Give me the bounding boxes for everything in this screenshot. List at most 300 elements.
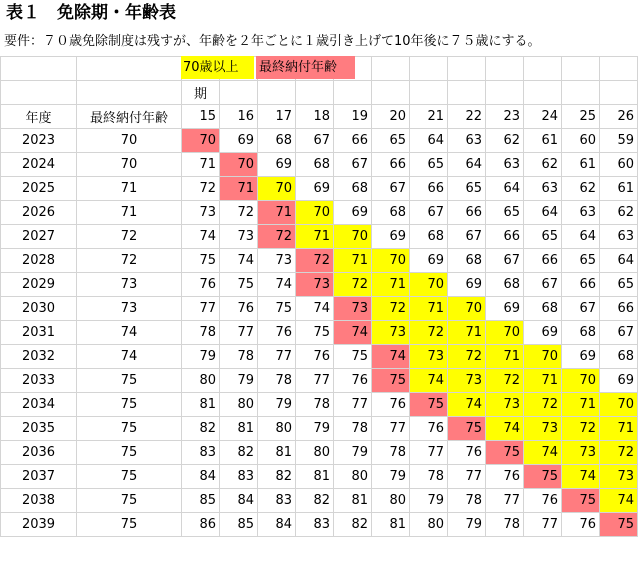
age-cell: 80: [296, 441, 334, 465]
age-70-plus-cell: 72: [448, 345, 486, 369]
age-cell: 61: [600, 177, 638, 201]
table-row: [1, 249, 638, 273]
age-cell: 82: [334, 513, 372, 537]
requirement-note: 要件：７０歳免除制度は残すが、年齢を２年ごとに１歳引き上げて10年後に７５歳にする。: [4, 34, 541, 49]
final-age-highlight-cell: 75: [410, 393, 448, 417]
age-cell: 64: [562, 225, 600, 249]
empty-cell: [410, 81, 448, 105]
age-70-plus-cell: 70: [486, 321, 524, 345]
empty-cell: [220, 81, 258, 105]
age-cell: 67: [410, 201, 448, 225]
age-cell: 80: [182, 369, 220, 393]
year-cell: 2030: [1, 297, 77, 321]
year-cell: 2027: [1, 225, 77, 249]
age-cell: 76: [296, 345, 334, 369]
age-70-plus-cell: 71: [486, 345, 524, 369]
age-cell: 69: [258, 153, 296, 177]
age-cell: 84: [182, 465, 220, 489]
empty-cell: [77, 57, 182, 81]
age-cell: 65: [486, 201, 524, 225]
age-cell: 68: [410, 225, 448, 249]
age-70-plus-cell: 73: [410, 345, 448, 369]
year-cell: 2033: [1, 369, 77, 393]
final-age-cell: 74: [77, 321, 182, 345]
age-70-plus-cell: 72: [486, 369, 524, 393]
final-age-highlight-cell: 75: [600, 513, 638, 537]
age-cell: 63: [562, 201, 600, 225]
empty-cell: [524, 81, 562, 105]
age-70-plus-cell: 74: [600, 489, 638, 513]
age-cell: 76: [372, 393, 410, 417]
age-cell: 66: [410, 177, 448, 201]
age-cell: 68: [486, 273, 524, 297]
final-age-highlight-cell: 73: [296, 273, 334, 297]
age-cell: 68: [296, 153, 334, 177]
empty-cell: [1, 57, 77, 81]
final-age-cell: 72: [77, 249, 182, 273]
period-header: 17: [258, 105, 296, 129]
age-cell: 61: [524, 129, 562, 153]
year-cell: 2038: [1, 489, 77, 513]
empty-cell: [448, 81, 486, 105]
empty-cell: [562, 81, 600, 105]
header-row: [1, 105, 638, 129]
final-age-cell: 74: [77, 345, 182, 369]
age-cell: 76: [562, 513, 600, 537]
age-70-plus-cell: 72: [562, 417, 600, 441]
age-cell: 82: [296, 489, 334, 513]
final-age-cell: 75: [77, 369, 182, 393]
age-cell: 85: [182, 489, 220, 513]
final-age-cell: 71: [77, 201, 182, 225]
age-cell: 76: [410, 417, 448, 441]
age-70-plus-cell: 73: [600, 465, 638, 489]
age-cell: 67: [562, 297, 600, 321]
age-cell: 66: [524, 249, 562, 273]
age-cell: 61: [562, 153, 600, 177]
age-cell: 72: [220, 201, 258, 225]
age-cell: 77: [410, 441, 448, 465]
age-cell: 77: [182, 297, 220, 321]
age-cell: 75: [296, 321, 334, 345]
age-70-plus-cell: 72: [410, 321, 448, 345]
period-header: 23: [486, 105, 524, 129]
age-cell: 63: [448, 129, 486, 153]
age-cell: 65: [448, 177, 486, 201]
final-age-highlight-cell: 70: [182, 129, 220, 153]
age-cell: 63: [486, 153, 524, 177]
page-title: 表１ 免除期・年齢表: [6, 3, 176, 23]
age-cell: 66: [372, 153, 410, 177]
age-cell: 79: [258, 393, 296, 417]
age-cell: 78: [334, 417, 372, 441]
age-cell: 84: [258, 513, 296, 537]
age-cell: 76: [334, 369, 372, 393]
age-70-plus-cell: 70: [524, 345, 562, 369]
age-cell: 81: [372, 513, 410, 537]
period-label: 期: [182, 81, 220, 105]
year-cell: 2024: [1, 153, 77, 177]
age-cell: 83: [182, 441, 220, 465]
table-row: [1, 129, 638, 153]
empty-cell: [334, 81, 372, 105]
period-header: 25: [562, 105, 600, 129]
age-cell: 62: [600, 201, 638, 225]
legend-final-age: 最終納付年齢: [256, 56, 355, 79]
age-cell: 69: [486, 297, 524, 321]
table-row: [1, 273, 638, 297]
age-cell: 59: [600, 129, 638, 153]
age-cell: 81: [220, 417, 258, 441]
age-cell: 77: [334, 393, 372, 417]
age-cell: 79: [448, 513, 486, 537]
year-cell: 2031: [1, 321, 77, 345]
age-cell: 72: [182, 177, 220, 201]
year-cell: 2029: [1, 273, 77, 297]
final-age-highlight-cell: 72: [258, 225, 296, 249]
final-age-cell: 73: [77, 297, 182, 321]
final-age-cell: 73: [77, 273, 182, 297]
year-cell: 2039: [1, 513, 77, 537]
age-cell: 68: [372, 201, 410, 225]
age-cell: 77: [220, 321, 258, 345]
age-cell: 79: [296, 417, 334, 441]
age-cell: 69: [334, 201, 372, 225]
age-70-plus-cell: 74: [486, 417, 524, 441]
final-age-cell: 75: [77, 465, 182, 489]
age-70-plus-cell: 70: [448, 297, 486, 321]
final-age-highlight-cell: 70: [220, 153, 258, 177]
age-cell: 67: [524, 273, 562, 297]
table-row: [1, 489, 638, 513]
period-header: 26: [600, 105, 638, 129]
table-row: [1, 297, 638, 321]
age-cell: 76: [486, 465, 524, 489]
age-cell: 67: [296, 129, 334, 153]
age-70-plus-cell: 72: [372, 297, 410, 321]
empty-cell: [600, 81, 638, 105]
age-cell: 83: [258, 489, 296, 513]
age-cell: 75: [220, 273, 258, 297]
age-cell: 64: [448, 153, 486, 177]
age-70-plus-cell: 74: [524, 441, 562, 465]
legend-70-plus: 70歳以上: [181, 56, 254, 79]
age-cell: 69: [448, 273, 486, 297]
age-table: [0, 56, 638, 537]
age-cell: 62: [524, 153, 562, 177]
period-header: 20: [372, 105, 410, 129]
age-cell: 65: [600, 273, 638, 297]
age-cell: 79: [334, 441, 372, 465]
final-age-cell: 70: [77, 153, 182, 177]
age-cell: 67: [334, 153, 372, 177]
age-70-plus-cell: 70: [410, 273, 448, 297]
age-cell: 77: [258, 345, 296, 369]
age-cell: 75: [258, 297, 296, 321]
age-cell: 60: [562, 129, 600, 153]
age-cell: 80: [220, 393, 258, 417]
age-cell: 79: [410, 489, 448, 513]
age-cell: 82: [182, 417, 220, 441]
final-age-cell: 75: [77, 393, 182, 417]
final-age-highlight-cell: 75: [486, 441, 524, 465]
period-header: 24: [524, 105, 562, 129]
age-70-plus-cell: 71: [372, 273, 410, 297]
age-cell: 75: [182, 249, 220, 273]
table-row: [1, 465, 638, 489]
year-cell: 2023: [1, 129, 77, 153]
age-70-plus-cell: 73: [448, 369, 486, 393]
year-header: 年度: [1, 105, 77, 129]
age-cell: 80: [334, 465, 372, 489]
empty-cell: [372, 57, 410, 81]
age-cell: 69: [562, 345, 600, 369]
age-cell: 81: [182, 393, 220, 417]
age-70-plus-cell: 74: [410, 369, 448, 393]
age-cell: 80: [410, 513, 448, 537]
period-header: 19: [334, 105, 372, 129]
age-cell: 75: [334, 345, 372, 369]
age-cell: 69: [524, 321, 562, 345]
age-cell: 78: [220, 345, 258, 369]
age-70-plus-cell: 73: [524, 417, 562, 441]
age-cell: 68: [600, 345, 638, 369]
table-row: [1, 513, 638, 537]
age-cell: 74: [296, 297, 334, 321]
age-cell: 73: [258, 249, 296, 273]
age-cell: 68: [258, 129, 296, 153]
age-70-plus-cell: 71: [334, 249, 372, 273]
final-age-highlight-cell: 75: [448, 417, 486, 441]
year-cell: 2026: [1, 201, 77, 225]
age-cell: 65: [562, 249, 600, 273]
year-cell: 2034: [1, 393, 77, 417]
age-cell: 69: [410, 249, 448, 273]
age-cell: 66: [486, 225, 524, 249]
age-cell: 69: [600, 369, 638, 393]
age-cell: 78: [182, 321, 220, 345]
age-cell: 74: [258, 273, 296, 297]
age-cell: 77: [486, 489, 524, 513]
age-cell: 77: [296, 369, 334, 393]
age-cell: 69: [296, 177, 334, 201]
age-cell: 78: [448, 489, 486, 513]
empty-cell: [1, 81, 77, 105]
age-cell: 84: [220, 489, 258, 513]
age-cell: 85: [220, 513, 258, 537]
age-cell: 81: [258, 441, 296, 465]
year-cell: 2025: [1, 177, 77, 201]
table-row: [1, 177, 638, 201]
table-row: [1, 201, 638, 225]
final-age-cell: 70: [77, 129, 182, 153]
final-age-highlight-cell: 71: [258, 201, 296, 225]
age-cell: 63: [524, 177, 562, 201]
age-70-plus-cell: 71: [296, 225, 334, 249]
age-cell: 81: [296, 465, 334, 489]
table-row: [1, 369, 638, 393]
age-cell: 63: [600, 225, 638, 249]
age-cell: 64: [600, 249, 638, 273]
table-row: [1, 417, 638, 441]
age-cell: 68: [334, 177, 372, 201]
final-age-cell: 72: [77, 225, 182, 249]
empty-cell: [600, 57, 638, 81]
year-cell: 2036: [1, 441, 77, 465]
period-header: 16: [220, 105, 258, 129]
final-age-highlight-cell: 72: [296, 249, 334, 273]
final-age-highlight-cell: 71: [220, 177, 258, 201]
age-cell: 68: [524, 297, 562, 321]
age-cell: 83: [220, 465, 258, 489]
age-cell: 86: [182, 513, 220, 537]
empty-cell: [486, 57, 524, 81]
empty-cell: [448, 57, 486, 81]
age-cell: 67: [600, 321, 638, 345]
age-cell: 64: [524, 201, 562, 225]
age-cell: 82: [258, 465, 296, 489]
age-70-plus-cell: 74: [562, 465, 600, 489]
year-cell: 2028: [1, 249, 77, 273]
age-cell: 80: [372, 489, 410, 513]
empty-cell: [524, 57, 562, 81]
empty-cell: [372, 81, 410, 105]
age-70-plus-cell: 74: [448, 393, 486, 417]
age-cell: 62: [562, 177, 600, 201]
age-cell: 71: [182, 153, 220, 177]
age-cell: 65: [410, 153, 448, 177]
age-cell: 78: [486, 513, 524, 537]
period-header: 21: [410, 105, 448, 129]
age-cell: 82: [220, 441, 258, 465]
age-70-plus-cell: 73: [372, 321, 410, 345]
year-cell: 2037: [1, 465, 77, 489]
age-70-plus-cell: 70: [562, 369, 600, 393]
age-cell: 80: [258, 417, 296, 441]
age-cell: 76: [258, 321, 296, 345]
age-cell: 81: [334, 489, 372, 513]
age-cell: 66: [600, 297, 638, 321]
age-cell: 76: [448, 441, 486, 465]
age-cell: 64: [486, 177, 524, 201]
table-row: [1, 345, 638, 369]
year-cell: 2032: [1, 345, 77, 369]
final-age-highlight-cell: 75: [372, 369, 410, 393]
final-age-highlight-cell: 74: [334, 321, 372, 345]
age-cell: 77: [448, 465, 486, 489]
age-cell: 60: [600, 153, 638, 177]
period-header: 18: [296, 105, 334, 129]
table-row: [1, 225, 638, 249]
empty-cell: [562, 57, 600, 81]
age-cell: 79: [220, 369, 258, 393]
empty-cell: [486, 81, 524, 105]
age-cell: 76: [182, 273, 220, 297]
age-cell: 67: [486, 249, 524, 273]
age-70-plus-cell: 71: [600, 417, 638, 441]
age-70-plus-cell: 72: [600, 441, 638, 465]
age-70-plus-cell: 70: [600, 393, 638, 417]
age-cell: 74: [182, 225, 220, 249]
age-cell: 77: [372, 417, 410, 441]
age-cell: 69: [372, 225, 410, 249]
age-cell: 66: [562, 273, 600, 297]
final-age-highlight-cell: 73: [334, 297, 372, 321]
age-70-plus-cell: 71: [410, 297, 448, 321]
age-cell: 73: [220, 225, 258, 249]
age-70-plus-cell: 71: [448, 321, 486, 345]
age-70-plus-cell: 70: [296, 201, 334, 225]
final-age-header: 最終納付年齢: [77, 105, 182, 129]
final-age-cell: 71: [77, 177, 182, 201]
age-cell: 64: [410, 129, 448, 153]
age-70-plus-cell: 70: [334, 225, 372, 249]
final-age-highlight-cell: 75: [524, 465, 562, 489]
table-row: [1, 393, 638, 417]
age-70-plus-cell: 73: [486, 393, 524, 417]
spreadsheet-grid: [0, 56, 638, 537]
age-cell: 78: [296, 393, 334, 417]
age-cell: 68: [562, 321, 600, 345]
final-age-highlight-cell: 74: [372, 345, 410, 369]
period-header: 22: [448, 105, 486, 129]
age-cell: 65: [372, 129, 410, 153]
empty-cell: [258, 81, 296, 105]
final-age-cell: 75: [77, 489, 182, 513]
age-cell: 66: [334, 129, 372, 153]
age-cell: 73: [182, 201, 220, 225]
final-age-cell: 75: [77, 417, 182, 441]
age-70-plus-cell: 70: [372, 249, 410, 273]
table-row: [1, 153, 638, 177]
age-cell: 68: [448, 249, 486, 273]
empty-cell: [296, 81, 334, 105]
age-70-plus-cell: 73: [562, 441, 600, 465]
age-cell: 65: [524, 225, 562, 249]
age-cell: 67: [448, 225, 486, 249]
final-age-cell: 75: [77, 441, 182, 465]
age-cell: 79: [372, 465, 410, 489]
empty-cell: [410, 57, 448, 81]
age-70-plus-cell: 71: [562, 393, 600, 417]
period-header: 15: [182, 105, 220, 129]
year-cell: 2035: [1, 417, 77, 441]
empty-cell: [77, 81, 182, 105]
age-70-plus-cell: 70: [258, 177, 296, 201]
table-row: [1, 441, 638, 465]
age-cell: 78: [372, 441, 410, 465]
table-row: [1, 321, 638, 345]
final-age-highlight-cell: 75: [562, 489, 600, 513]
final-age-cell: 75: [77, 513, 182, 537]
age-cell: 76: [524, 489, 562, 513]
age-cell: 62: [486, 129, 524, 153]
age-cell: 78: [258, 369, 296, 393]
age-cell: 69: [220, 129, 258, 153]
age-cell: 67: [372, 177, 410, 201]
age-cell: 83: [296, 513, 334, 537]
age-cell: 78: [410, 465, 448, 489]
age-70-plus-cell: 72: [334, 273, 372, 297]
age-70-plus-cell: 71: [524, 369, 562, 393]
age-cell: 66: [448, 201, 486, 225]
age-cell: 79: [182, 345, 220, 369]
age-cell: 77: [524, 513, 562, 537]
age-cell: 76: [220, 297, 258, 321]
period-label-row: [1, 81, 638, 105]
age-70-plus-cell: 72: [524, 393, 562, 417]
age-cell: 74: [220, 249, 258, 273]
